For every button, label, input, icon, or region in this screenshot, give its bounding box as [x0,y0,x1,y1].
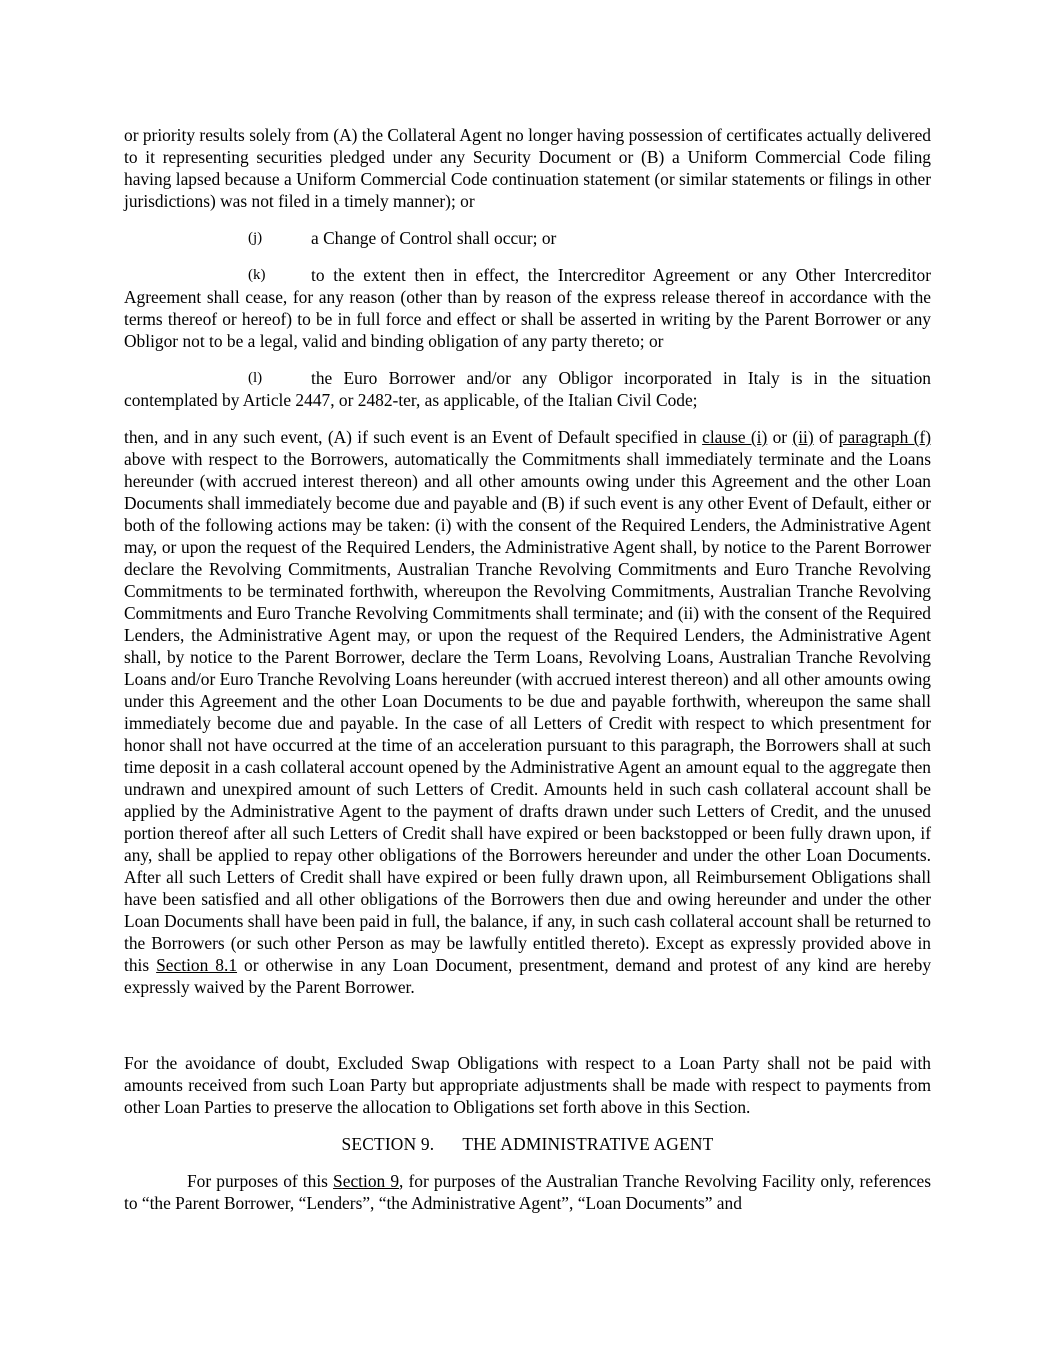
clause-l [124,367,931,411]
paragraph-priority-results: or priority results solely from (A) the Collateral Agent no longer having possession of certificates actually delivered to it representing securities pledged under any Security Document or (B) a Uniform Commercial Code filing having lapsed because a Uniform Commercial Code continuation statement (or similar statements or filings in other jurisdictions) was not filed in a timely manner); or [124,125,931,211]
clause-k [124,264,931,352]
clause-j [124,227,931,249]
paragraph-avoidance-of-doubt: For the avoidance of doubt, Excluded Swap Obligations with respect to a Loan Party shall not be paid with amounts received from such Loan Party but appropriate adjustments shall be made with respect to payments from other Loan Parties to preserve the allocation to Obligations set forth above in this Section. [124,1053,931,1117]
section-title: THE ADMINISTRATIVE AGENT [462,1134,714,1154]
section-8-1-link[interactable]: Section 8.1 [156,955,238,975]
text-run: of [813,427,839,447]
clause-l-label: (l) [248,370,263,386]
paragraph-f-link[interactable]: paragraph (f) [838,427,932,447]
text-run: then, and in any such event, (A) if such event is an Event of Default specified in [124,427,703,447]
clause-k-label: (k) [248,267,266,283]
text-run: or [767,427,793,447]
clause-i-link[interactable]: clause (i) [702,427,768,447]
text-run: above with respect to the Borrowers, automatically the Commitments shall immediately terminate and the Loans hereunder (with accrued interest thereon) and all other amounts owing under this Agreement and the other Loan Documents shall immediately become due and payable and (B) if such event is any other Event of Default, either or both of the following actions may be taken: (i) with the consent of the Required Lenders, the Administrative Agent may, or upon the request of the Required Lenders, the Administrative Agent shall, by notice to the Parent Borrower declare the Revolving Commitments, Australian Tranche Revolving Commitments and Euro Tranche Revolving Commitments to be terminated forthwith, whereupon the Revolving Commitments, Australian Tranche Revolving Commitments and Euro Tranche Revolving Commitments shall terminate; and (ii) with the consent of the Required Lenders, the Administrative Agent may, or upon the request of the Required Lenders, the Administrative Agent shall, by notice to the Parent Borrower, declare the Term Loans, Revolving Loans, Australian Tranche Revolving Loans and/or Euro Tranche Revolving Loans hereunder (with accrued interest thereon) and all other amounts owing under this Agreement and the other Loan Documents to be due and payable forthwith, whereupon the same shall immediately become due and payable. In the case of all Letters of Credit with respect to which presentment for honor shall not have occurred at the time of an acceleration pursuant to this paragraph, the Borrowers shall at such time deposit in a cash collateral account opened by the Administrative Agent an amount equal to the aggregate then undrawn and unexpired amount of such Letters of Credit. Amounts held in such cash collateral account shall be applied by the Administrative Agent to the payment of drafts drawn under such Letters of Credit, and the unused portion thereof after all such Letters of Credit shall have expired or been backstopped or been fully drawn upon, if any, shall be applied to repay other obligations of the Borrowers hereunder and under the other Loan Documents. After all such Letters of Credit shall have expired or been fully drawn upon, all Reimbursement Obligations shall have been satisfied and all other obligations of the Borrowers then due and owing hereunder and under the other Loan Documents shall have been paid in full, the balance, if any, in such cash collateral account shall be returned to the Borrowers (or such other Person as may be lawfully entitled thereto). Except as expressly provided above in this [124,449,931,975]
clause-j-text: a Change of Control shall occur; or [311,228,557,248]
text-run: , for purposes of the Australian Tranche Revolving Facility only, references to “the Parent Borrower, “Lenders”, “the Administrative Agent”, “Loan Documents” and [124,1171,931,1213]
clause-j-label: (j) [248,230,263,246]
paragraph-for-purposes [124,1170,931,1214]
section-9-link[interactable]: Section 9 [333,1171,400,1191]
section-heading [124,1133,931,1155]
section-number: SECTION 9. [341,1134,435,1154]
clause-l-text: the Euro Borrower and/or any Obligor incorporated in Italy is in the situation contemplated by Article 2447, or 2482-ter, as applicable, of the Italian Civil Code; [124,368,931,410]
text-run: For purposes of this [187,1171,334,1191]
paragraph-then-event [124,426,931,998]
clause-k-text: to the extent then in effect, the Intercreditor Agreement or any Other Intercreditor Agreement shall cease, for any reason (other than by reason of the express release thereof in accordance with the terms thereof or hereof) to be in full force and effect or shall be asserted in writing by the Parent Borrower or any Obligor not to be a legal, valid and binding obligation of any party thereto; or [124,265,931,351]
text-run: or otherwise in any Loan Document, presentment, demand and protest of any kind are hereby expressly waived by the Parent Borrower. [124,955,932,997]
clause-ii-link[interactable]: (ii) [792,427,814,447]
